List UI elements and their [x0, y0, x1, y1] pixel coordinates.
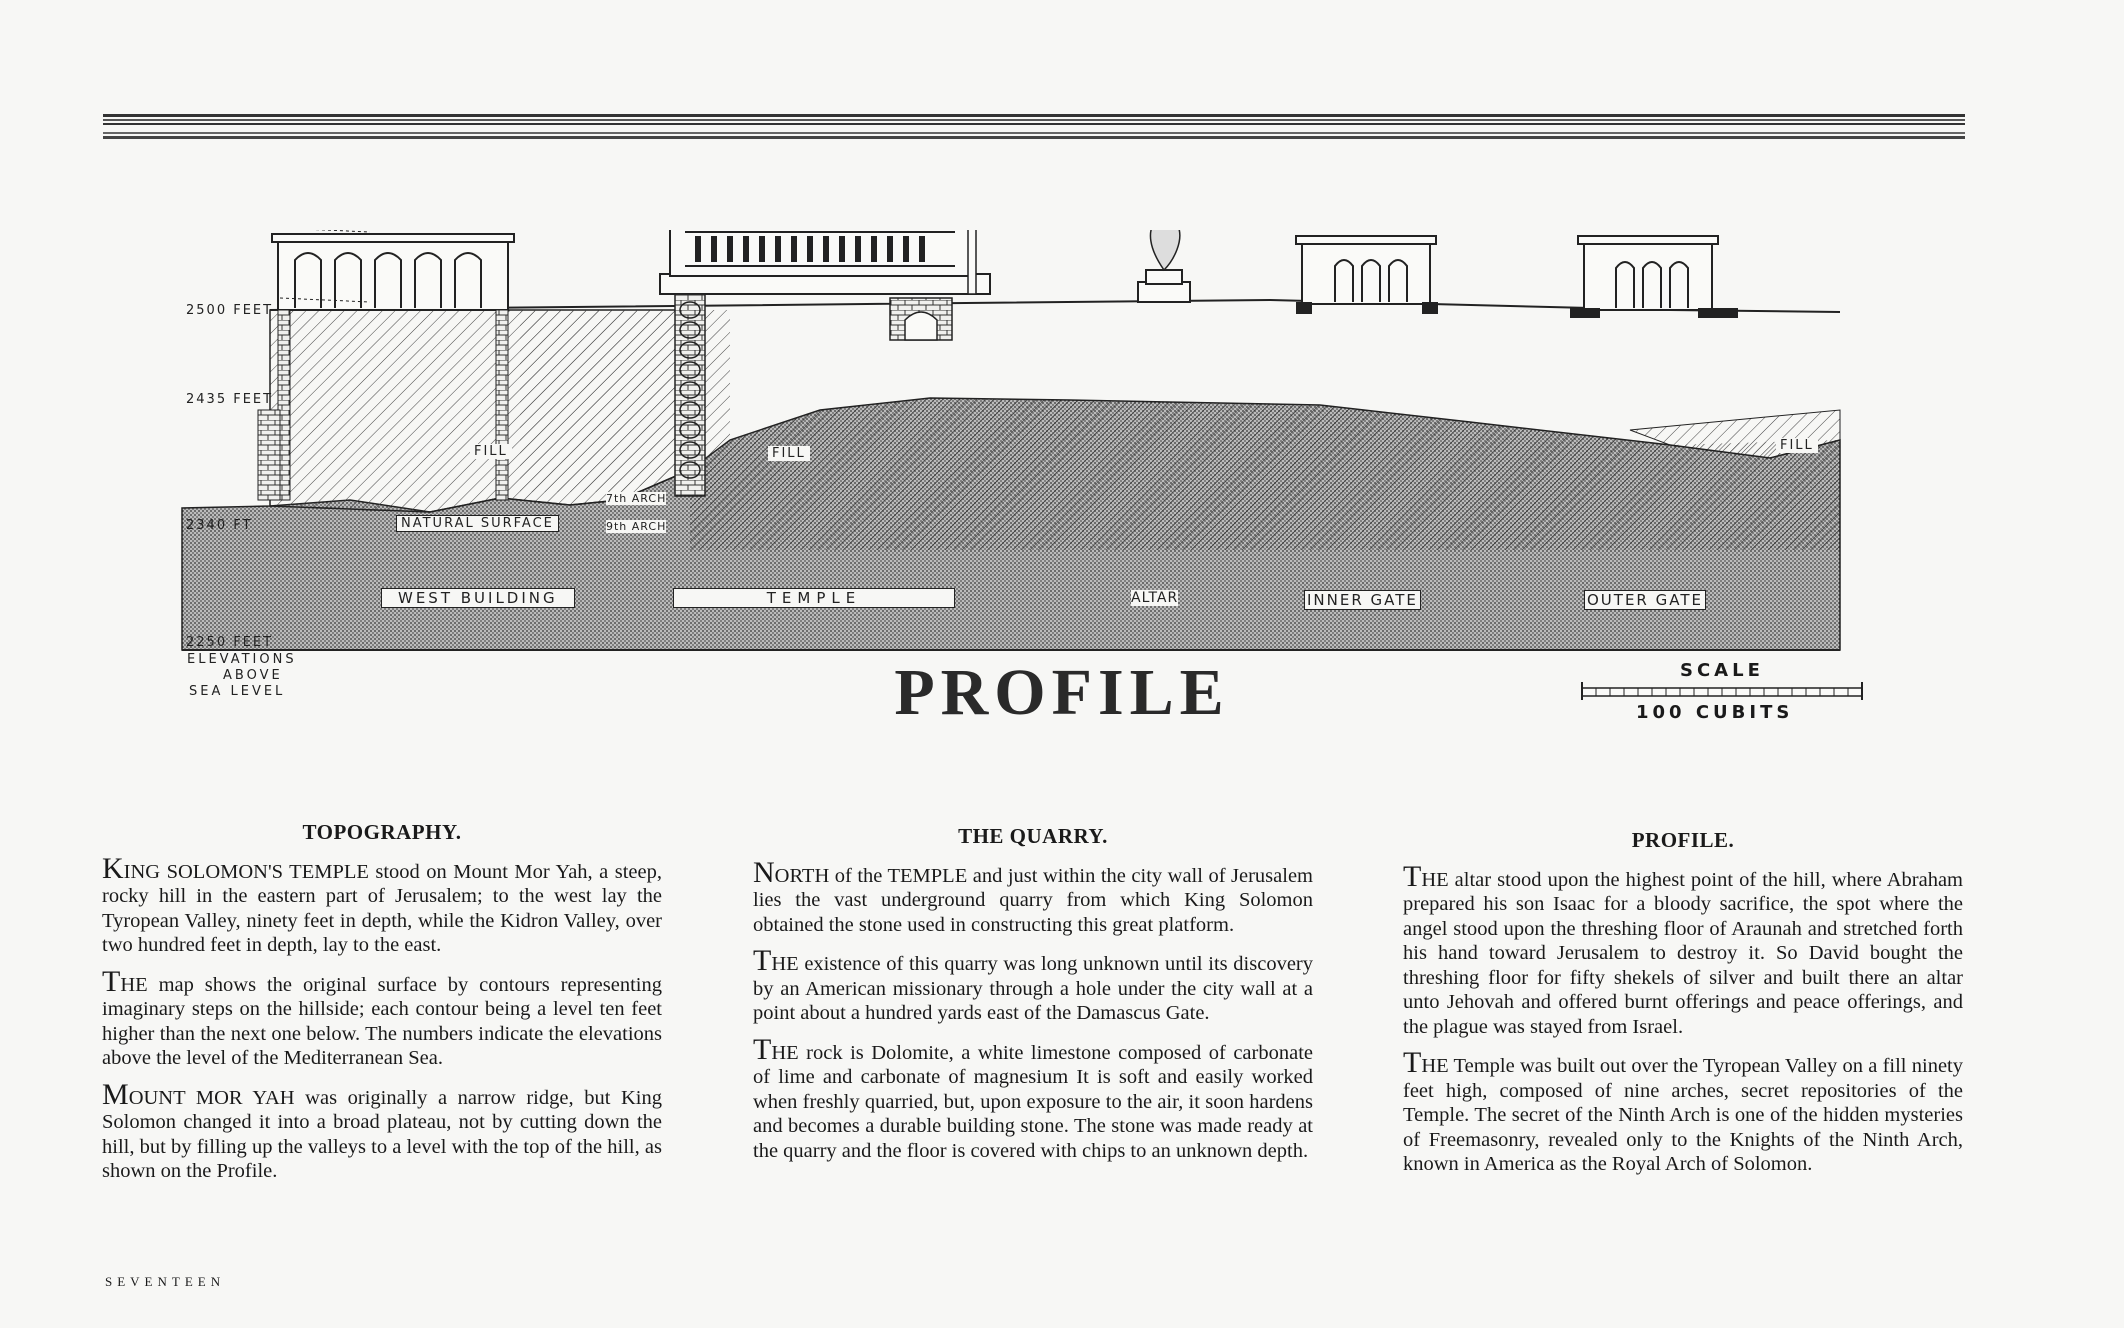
scale-caption: 100 CUBITS	[1636, 702, 1794, 723]
paragraph: KING SOLOMON'S TEMPLE stood on Mount Mor Yah, a steep, rocky hill in the eastern part of Jerusalem; to the west lay the Tyropean Valley, ninety feet in depth, while the Kidron Valley, over two hundred feet in depth, lay to the east.	[102, 851, 662, 956]
altar	[1138, 230, 1190, 302]
paragraph: THE existence of this quarry was long unknown until its discovery by an American missionary through a hole under the city wall at a point about a hundred yards east of the Damascus Gate.	[753, 944, 1313, 1024]
paragraph: THE rock is Dolomite, a white limestone composed of carbonate of lime and carbonate of magnesium It is soft and easily worked when freshly quarried, but, upon exposure to the air, it soon hardens and becomes a durable building stone. The stone was made ready at the quarry and the floor is covered with chips to an unknown depth.	[753, 1032, 1313, 1162]
scale-bar	[1580, 680, 1866, 702]
seventh-arch-label: 7th ARCH	[606, 492, 667, 505]
elevation-2250: 2250 FEET	[186, 635, 274, 650]
profile-section	[1403, 828, 1963, 1189]
scale-title: SCALE	[1680, 660, 1764, 681]
quarry-section	[753, 824, 1313, 1175]
section-heading: THE QUARRY.	[958, 824, 1108, 848]
section-heading: TOPOGRAPHY.	[302, 820, 462, 844]
paragraph: THE map shows the original surface by contours representing imaginary steps on the hillside; each contour being a level ten feet higher than the next one below. The numbers indicate the elevations above the level of the Mediterranean Sea.	[102, 964, 662, 1069]
paragraph: THE Temple was built out over the Tyropean Valley on a fill ninety feet high, composed of nine arches, secret repositories of the Temple. The secret of the Ninth Arch is one of the hidden mysteries of Freemasonry, revealed only to the Knights of the Ninth Arch, known in America as the Royal Arch of Solomon.	[1403, 1046, 1963, 1175]
inner-gate	[1296, 236, 1438, 314]
elevation-note: ELEVATIONS ABOVE SEA LEVEL	[187, 652, 297, 699]
fill-label-temple: FILL	[768, 446, 810, 461]
page-folio: SEVENTEEN	[105, 1274, 226, 1289]
page-title: PROFILE	[894, 656, 1230, 729]
ninth-arch-label: 9th ARCH	[606, 520, 667, 533]
fill-label-east: FILL	[1776, 438, 1818, 453]
elevation-2435: 2435 FEET	[186, 392, 274, 407]
west-building-label: WEST BUILDING	[381, 588, 575, 608]
natural-surface-label: NATURAL SURFACE	[396, 515, 559, 532]
hill-mass	[690, 398, 1840, 550]
altar-label: ALTAR	[1131, 590, 1179, 606]
section-heading: PROFILE.	[1631, 828, 1735, 852]
outer-gate	[1570, 236, 1738, 318]
paragraph: MOUNT MOR YAH was originally a narrow ridge, but King Solomon changed it into a broad plateau, not by cutting down the hill, but by filling up the valleys to a level with the top of the hill, as shown on the Profile.	[102, 1077, 662, 1182]
top-border-rule	[103, 112, 1965, 146]
temple-label: TEMPLE	[673, 588, 955, 608]
paragraph: NORTH of the TEMPLE and just within the city wall of Jerusalem lies the vast underground quarry from which King Solomon obtained the stone used in constructing this great platform.	[753, 855, 1313, 936]
paragraph: THE altar stood upon the highest point of the hill, where Abraham prepared his son Isaac for a bloody sacrifice, the spot where the angel stood upon the threshing floor of Araunah and stretched forth his hand toward Jerusalem to destroy it. So David bought the threshing floor for fifty shekels of silver and built there an altar unto Jehovah and offered burnt offerings and peace offerings, and the plague was stayed from Israel.	[1403, 859, 1963, 1038]
elevation-2500: 2500 FEET	[186, 303, 274, 318]
fill-label-west: FILL	[470, 444, 512, 459]
topography-section	[102, 820, 662, 1196]
inner-gate-label: INNER GATE	[1304, 590, 1421, 610]
outer-gate-label: OUTER GATE	[1584, 590, 1706, 610]
elevation-2340: 2340 FT	[186, 518, 253, 533]
